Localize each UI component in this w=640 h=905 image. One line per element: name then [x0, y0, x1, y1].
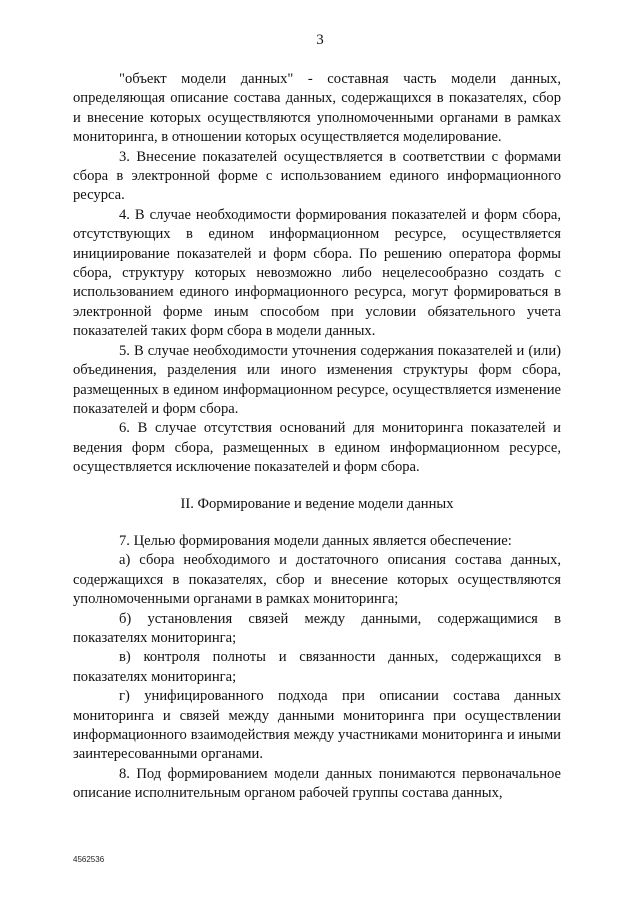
- page-number: 3: [316, 32, 324, 48]
- paragraph-8: 8. Под формированием модели данных понимаются первоначальное описание исполнительным органом рабочей группы состава данных,: [73, 765, 561, 802]
- paragraph-4: 4. В случае необходимости формирования показателей и форм сбора, отсутствующих в едином информационном ресурсе, осуществляется инициирование показателей и форм сбора. По решению оператора формы сбора, структуру которых невозможно либо нецелесообразно создать с использованием единого информационного ресурса, могут формироваться в электронной форме иным способом при условии обязательного учета показателей таких форм сбора в модели данных.: [73, 206, 561, 340]
- paragraph-5: 5. В случае необходимости уточнения содержания показателей и (или) объединения, разделения или иного изменения структуры форм сбора, размещенных в едином информационном ресурсе, осуществляется изменение показателей и форм сбора.: [73, 342, 561, 417]
- section-heading: II. Формирование и ведение модели данных: [180, 495, 454, 512]
- paragraph-6: 6. В случае отсутствия оснований для мониторинга показателей и ведения форм сбора, размещенных в едином информационном ресурсе, осуществляется исключение показателей и форм сбора.: [73, 420, 561, 476]
- paragraph-7: 7. Целью формирования модели данных является обеспечение:: [119, 532, 512, 549]
- paragraph-7-item-v: в) контроля полноты и связанности данных, содержащихся в показателях мониторинга;: [73, 649, 561, 685]
- paragraph-7-item-b: б) установления связей между данными, содержащимися в показателях мониторинга;: [73, 610, 561, 646]
- paragraph-7-item-g: г) унифицированного подхода при описании состава данных мониторинга и связей между данными мониторинга при осуществлении информационного взаимодействия между участниками мониторинга и иными заинтересованными органами.: [73, 688, 561, 763]
- paragraph-definition-data-model-object: "объект модели данных" - составная часть модели данных, определяющая описание состава данных, содержащихся в показателях, сбор и внесение которых осуществляются уполномоченными органами в рамках мониторинга, в отношении которых осуществляется моделирование.: [73, 71, 561, 146]
- document-code: 4562536: [73, 855, 105, 864]
- paragraph-7-item-a: а) сбора необходимого и достаточного описания состава данных, содержащихся в показателях, сбор и внесение которых осуществляются уполномоченными органами в рамках мониторинга;: [73, 552, 561, 608]
- paragraph-3: 3. Внесение показателей осуществляется в соответствии с формами сбора в электронной форме с использованием единого информационного ресурса.: [73, 148, 561, 204]
- document-body: [73, 70, 561, 804]
